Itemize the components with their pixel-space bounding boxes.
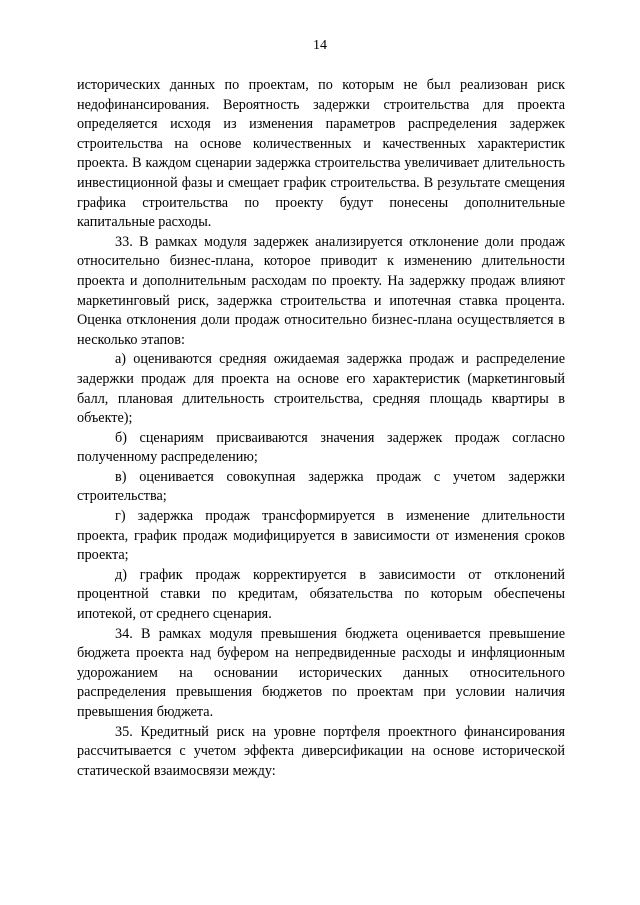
list-item-a: а) оцениваются средняя ожидаемая задержка продаж и распределение задержки продаж для проекта на основе его характеристик (маркетинговый балл, плановая длительность строительства, средняя площадь квартиры в объекте); — [77, 351, 565, 427]
paragraph-continuation: исторических данных по проектам, по которым не был реализован риск недофинансирования. Вероятность задержки строительства для проекта определяется исходя из изменения параметров распределения задержек строительства на основе количественных и качественных характеристик проекта. В каждом сценарии задержка строительства увеличивает длительность инвестиционной фазы и смещает график строительства. В результате смещения графика строительства по проекту будут понесены дополнительные капитальные расходы. — [77, 77, 565, 231]
list-item-d: д) график продаж корректируется в зависимости от отклонений процентной ставки по кредитам, обязательства по которым обеспечены ипотекой, от среднего сценария. — [77, 566, 565, 623]
list-item-b: б) сценариям присваиваются значения задержек продаж согласно полученному распределению; — [77, 429, 565, 466]
list-item-g: г) задержка продаж трансформируется в изменение длительности проекта, график продаж модифицируется в зависимости от изменения сроков проекта; — [77, 508, 565, 564]
list-item-v: в) оценивается совокупная задержка продаж с учетом задержки строительства; — [77, 468, 565, 505]
paragraph-34: 34. В рамках модуля превышения бюджета оценивается превышение бюджета проекта над буфером на непредвиденные расходы и инфляционным удорожанием на основании исторических данных относительного распределения превышения бюджетов по проектам при условии наличия превышения бюджета. — [77, 625, 565, 720]
document-body — [77, 76, 565, 781]
paragraph-33: 33. В рамках модуля задержек анализируется отклонение доли продаж относительно бизнес-плана, которое приводит к изменению длительности проекта и дополнительным расходам по проекту. На задержку продаж влияют маркетинговый риск, задержка строительства и ипотечная ставка процента. Оценка отклонения доли продаж относительно бизнес-плана осуществляется в несколько этапов: — [77, 233, 565, 348]
paragraph-35: 35. Кредитный риск на уровне портфеля проектного финансирования рассчитывается с учетом эффекта диверсификации на основе исторической статической взаимосвязи между: — [77, 723, 565, 779]
page-number: 14 — [313, 38, 327, 53]
